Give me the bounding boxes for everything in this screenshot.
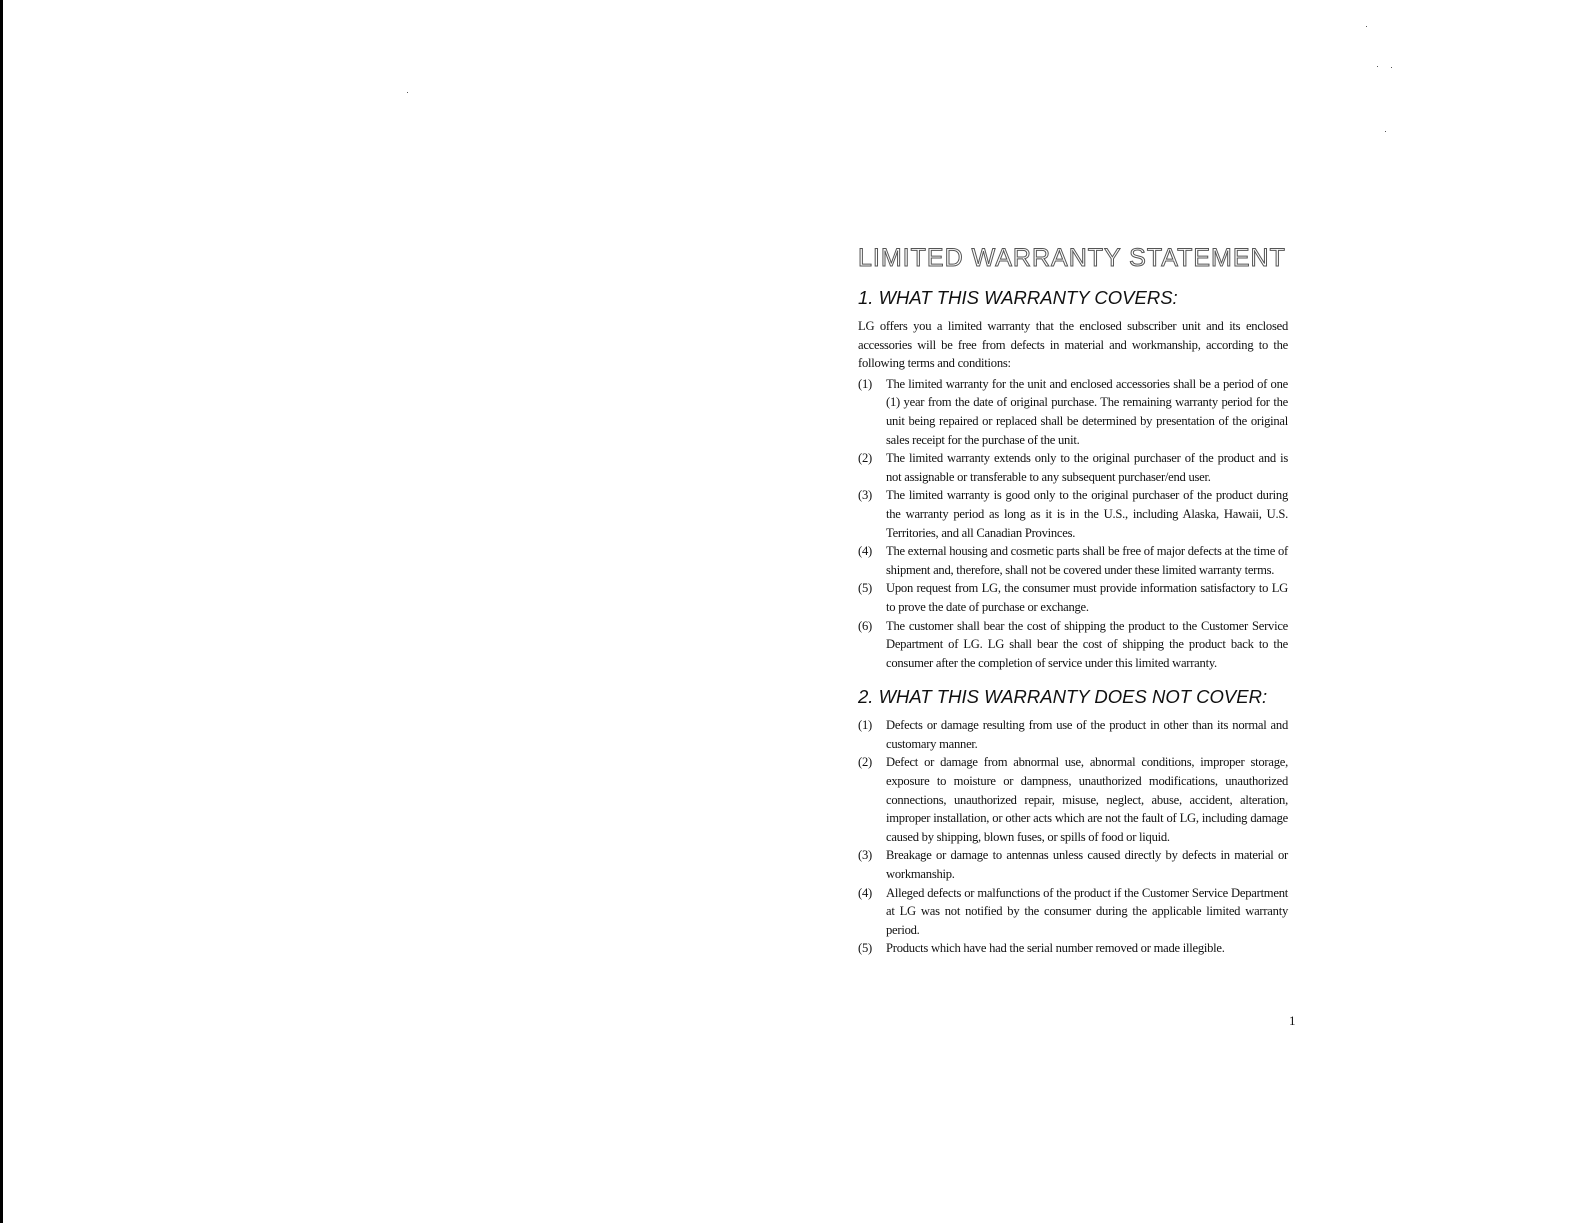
- list-item: [858, 939, 1288, 958]
- list-item-text: The limited warranty is good only to the original purchaser of the product during the warranty period as long as it is in the U.S., including Alaska, Hawaii, U.S. Territories, and all Canadian Provinces.: [886, 488, 1288, 540]
- list-item-number: (1): [858, 718, 872, 733]
- section-heading-not-covered: 2. WHAT THIS WARRANTY DOES NOT COVER:: [858, 686, 1268, 708]
- list-item: [858, 846, 1288, 883]
- list-item-number: (3): [858, 848, 872, 863]
- list-item-number: (3): [858, 488, 872, 503]
- list-item: [858, 716, 1288, 753]
- page-number: 1: [1289, 1013, 1296, 1028]
- section-intro: LG offers you a limited warranty that the enclosed subscriber unit and its enclosed accessories will be free from defects in material and workmanship, according to the following terms and conditions:: [858, 319, 1288, 371]
- list-item-text: The limited warranty for the unit and enclosed accessories shall be a period of one (1) year from the date of original purchase. The remaining warranty period for the unit being repaired or replaced shall be determined by presentation of the original sales receipt for the purchase of the unit.: [886, 376, 1288, 447]
- warranty-document: [858, 245, 1288, 958]
- list-item: [858, 753, 1288, 846]
- list-item-text: Upon request from LG, the consumer must provide information satisfactory to LG to prove the date of purchase or exchange.: [886, 581, 1288, 614]
- document-title: LIMITED WARRANTY STATEMENT: [858, 244, 1286, 272]
- list-item-text: Products which have had the serial number removed or made illegible.: [886, 941, 1225, 956]
- scan-left-border: [0, 0, 3, 1223]
- list-item-text: The limited warranty extends only to the original purchaser of the product and is not assignable or transferable to any subsequent purchaser/end user.: [886, 451, 1288, 484]
- list-item-text: Defect or damage from abnormal use, abnormal conditions, improper storage, exposure to moisture or dampness, unauthorized modifications, unauthorized connections, unauthorized repair, misuse, neglect, abuse, accident, alteration, improper installation, or other acts which are not the fault of LG, including damage caused by shipping, blown fuses, or spills of food or liquid.: [886, 755, 1288, 844]
- list-item-number: (5): [858, 941, 872, 956]
- list-item-number: (6): [858, 618, 872, 633]
- list-item: [858, 579, 1288, 616]
- scan-speck: [1385, 131, 1386, 132]
- list-item-number: (4): [858, 544, 872, 559]
- scan-speck: [1366, 26, 1367, 27]
- list-item: [858, 449, 1288, 486]
- list-item: [858, 617, 1288, 673]
- list-item-text: The customer shall bear the cost of shipping the product to the Customer Service Department of LG. LG shall bear the cost of shipping the product back to the consumer after the completion of service under this limited warranty.: [886, 618, 1288, 670]
- scan-speck: [407, 92, 408, 93]
- list-item: [858, 486, 1288, 542]
- scan-speck: [1391, 67, 1392, 68]
- list-item-text: The external housing and cosmetic parts shall be free of major defects at the time of shipment and, therefore, shall not be covered under these limited warranty terms.: [886, 544, 1288, 577]
- list-item: [858, 375, 1288, 449]
- list-item: [858, 542, 1288, 579]
- list-item-text: Breakage or damage to antennas unless caused directly by defects in material or workmanship.: [886, 848, 1288, 882]
- list-item-number: (5): [858, 581, 872, 596]
- list-item-number: (4): [858, 885, 872, 900]
- list-item-number: (1): [858, 376, 872, 391]
- section-heading-covers: 1. WHAT THIS WARRANTY COVERS:: [858, 287, 1178, 308]
- list-item-text: Alleged defects or malfunctions of the product if the Customer Service Department at LG was not notified by the consumer during the applicable limited warranty period.: [886, 885, 1288, 937]
- list-item-number: (2): [858, 451, 872, 466]
- list-item: [858, 884, 1288, 940]
- list-item-number: (2): [858, 755, 872, 770]
- scan-speck: [1377, 66, 1378, 67]
- list-item-text: Defects or damage resulting from use of the product in other than its normal and customary manner.: [886, 718, 1288, 751]
